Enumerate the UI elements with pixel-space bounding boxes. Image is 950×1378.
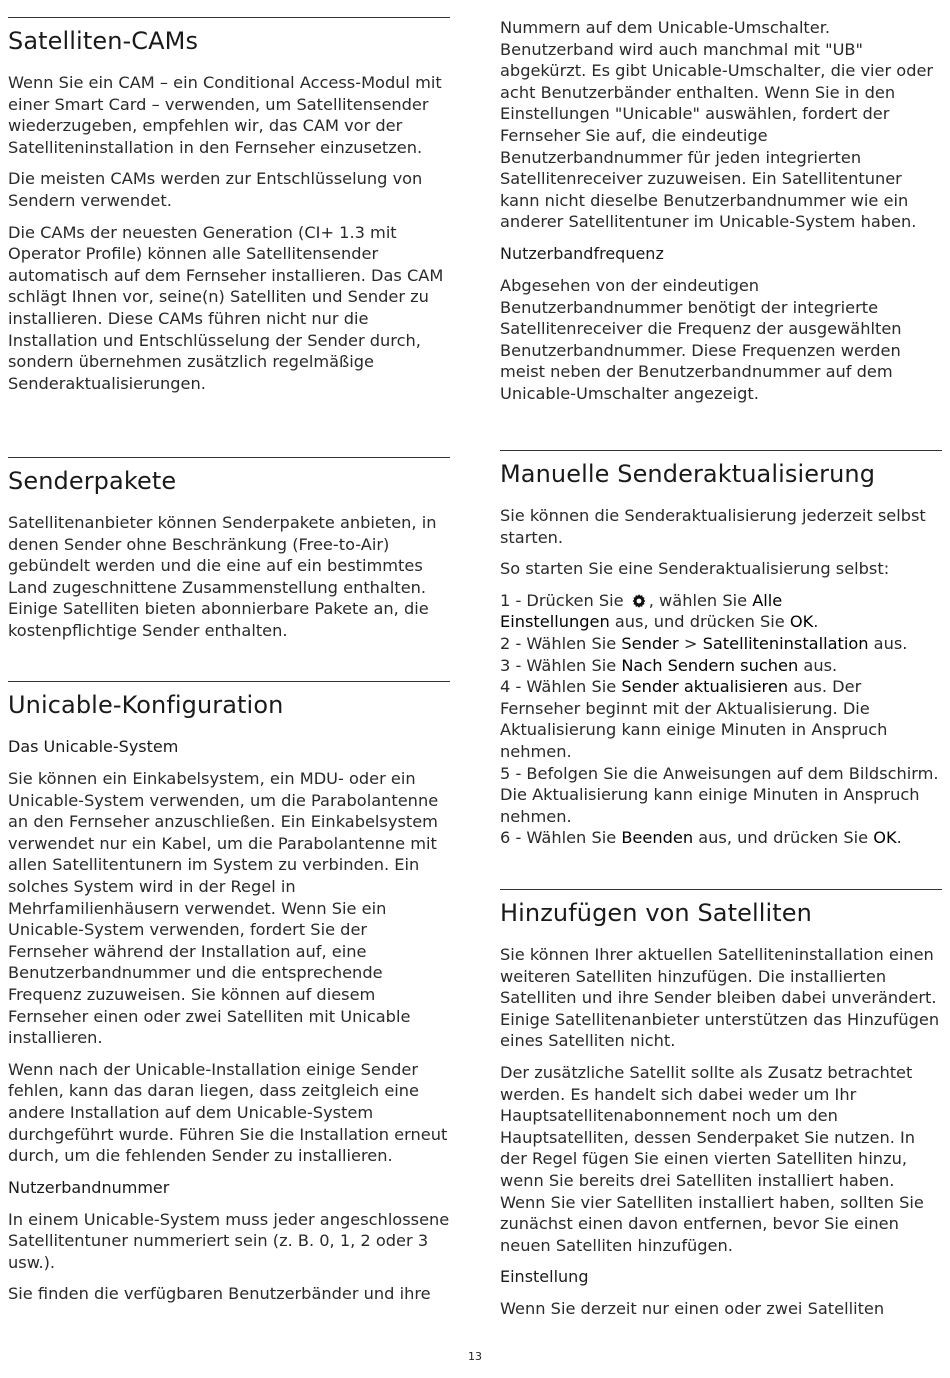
step-5: 5 - Befolgen Sie die Anweisungen auf dem Bildschirm. Die Aktualisierung kann einige Minuten in Anspruch nehmen. bbox=[500, 763, 939, 826]
section-title: Satelliten-CAMs bbox=[8, 27, 199, 55]
paragraph: Sie finden die verfügbaren Benutzerbänder und ihre bbox=[8, 1284, 431, 1304]
paragraph: So starten Sie eine Senderaktualisierung selbst: bbox=[500, 559, 890, 579]
ui-label: Beenden bbox=[621, 828, 694, 848]
section-divider bbox=[500, 450, 942, 451]
gear-icon bbox=[631, 593, 647, 609]
section-satelliten-cams bbox=[8, 17, 450, 404]
paragraph: Die CAMs der neuesten Generation (CI+ 1.3 mit Operator Profile) können alle Satellitensender automatisch auf dem Fernseher installieren. Das CAM schlägt Ihnen vor, seine(n) Satelliten und Sender zu installieren. Diese CAMs führen nicht nur die Installation und Entschlüsselung der Sender durch, sondern übernehmen zusätzlich regelmäßige Senderaktualisierungen. bbox=[8, 222, 444, 393]
section-unicable bbox=[8, 681, 450, 1315]
paragraph: Sie können ein Einkabelsystem, ein MDU- oder ein Unicable-System verwenden, um die Parabolantenne an den Fernseher anzuschließen. Ein Einkabelsystem verwendet nur ein Kabel, um die Parabolantenne mit allen Satellitentunern im System zu verbinden. Ein solches System wird in der Regel in Mehrfamilienhäusern verwendet. Wenn Sie ein Unicable-System verwenden, fordert Sie der Fernseher während der Installation auf, eine Benutzerbandnummer und die entsprechende Frequenz zuzuweisen. Sie können auf diesem Fernseher einen oder zwei Satelliten mit Unicable installieren. bbox=[8, 769, 439, 1048]
subsection-title: Nutzerbandnummer bbox=[8, 1177, 170, 1197]
paragraph: Die meisten CAMs werden zur Entschlüsselung von Sendern verwendet. bbox=[8, 169, 423, 210]
section-unicable-continued bbox=[500, 17, 942, 415]
ui-label: OK bbox=[789, 612, 814, 632]
step-1: 1 - Drücken Sie , wählen Sie Alle Einstellungen aus, und drücken Sie OK. bbox=[500, 590, 819, 632]
step-2: 2 - Wählen Sie Sender > Satelliteninstallation aus. bbox=[500, 633, 908, 653]
section-title: Manuelle Senderaktualisierung bbox=[500, 460, 876, 488]
ui-label: Sender aktualisieren bbox=[621, 677, 789, 697]
ui-label: OK bbox=[873, 828, 897, 848]
paragraph: In einem Unicable-System muss jeder angeschlossene Satellitentuner nummeriert sein (z. B. 0, 1, 2 oder 3 usw.). bbox=[8, 1209, 450, 1272]
paragraph: Nummern auf dem Unicable-Umschalter. Benutzerband wird auch manchmal mit "UB" abgekürzt. Es gibt Unicable-Umschalter, die vier oder acht Benutzerbänder enthalten. Wenn Sie in den Einstellungen "Unicable" auswählen, fordert der Fernseher Sie auf, die eindeutige Benutzerbandnummer für jeden integrierten Satellitenreceiver zuzuweisen. Ein Satellitentuner kann nicht dieselbe Benutzerbandnummer wie ein anderer Satellitentuner im Unicable-System haben. bbox=[500, 18, 934, 232]
ui-label: Sender bbox=[621, 633, 679, 653]
subsection-title: Das Unicable-System bbox=[8, 737, 179, 756]
subsection-title: Einstellung bbox=[500, 1267, 589, 1287]
paragraph: Wenn Sie ein CAM – ein Conditional Access-Modul mit einer Smart Card – verwenden, um Satellitensender wiederzugeben, empfehlen wir, das CAM vor der Satelliteninstallation in den Fernseher einzusetzen. bbox=[8, 73, 442, 157]
section-title: Senderpakete bbox=[8, 467, 177, 495]
section-title: Hinzufügen von Satelliten bbox=[500, 899, 812, 927]
paragraph: Der zusätzliche Satellit sollte als Zusatz betrachtet werden. Es handelt sich dabei weder um Ihr Hauptsatellitenabonnement noch um den Hauptsatelliten, dessen Senderpaket Sie nutzen. In der Regel fügen Sie einen vierten Satelliten hinzu, wenn Sie bereits drei Satelliten installiert haben. Wenn Sie vier Satelliten installiert haben, sollten Sie zunächst einen davon entfernen, bevor Sie einen neuen Satelliten hinzufügen. bbox=[500, 1062, 924, 1255]
paragraph: Abgesehen von der eindeutigen Benutzerbandnummer benötigt der integrierte Satellitenreceiver die Frequenz der ausgewählten Benutzerbandnummer. Diese Frequenzen werden meist neben der Benutzerbandnummer auf dem Unicable-Umschalter angezeigt. bbox=[500, 275, 902, 403]
subsection-title: Nutzerbandfrequenz bbox=[500, 243, 664, 263]
ui-label: Satelliteninstallation bbox=[702, 633, 869, 653]
section-divider bbox=[8, 681, 450, 682]
paragraph: Wenn Sie derzeit nur einen oder zwei Satelliten bbox=[500, 1299, 885, 1319]
section-divider bbox=[8, 17, 450, 18]
step-6: 6 - Wählen Sie Beenden aus, und drücken Sie OK. bbox=[500, 828, 902, 848]
paragraph: Sie können die Senderaktualisierung jederzeit selbst starten. bbox=[500, 506, 926, 547]
ui-label: Einstellungen bbox=[500, 612, 610, 632]
section-divider bbox=[500, 889, 942, 890]
step-3: 3 - Wählen Sie Nach Sendern suchen aus. bbox=[500, 655, 838, 675]
section-title: Unicable-Konfiguration bbox=[8, 691, 284, 719]
steps-list bbox=[500, 590, 942, 849]
section-senderpakete bbox=[8, 457, 450, 652]
page-number: 13 bbox=[468, 1350, 482, 1363]
section-hinzufuegen-satelliten bbox=[500, 889, 942, 1330]
ui-label: Alle bbox=[752, 590, 783, 610]
step-4: 4 - Wählen Sie Sender aktualisieren aus. Der Fernseher beginnt mit der Aktualisierung. Die Aktualisierung kann einige Minuten in Anspruch nehmen. bbox=[500, 677, 888, 761]
paragraph: Sie können Ihrer aktuellen Satelliteninstallation einen weiteren Satelliten hinzufügen. Die installierten Satelliten und ihre Sender bleiben dabei unverändert. Einige Satellitenanbieter unterstützen das Hinzufügen eines Satelliten nicht. bbox=[500, 945, 940, 1051]
paragraph: Satellitenanbieter können Senderpakete anbieten, in denen Sender ohne Beschränkung (Free-to-Air) gebündelt werden und die eine auf ein bestimmtes Land zugeschnittene Zusammenstellung enthalten. Einige Satelliten bieten abonnierbare Pakete an, die kostenpflichtige Sender enthalten. bbox=[8, 513, 437, 640]
section-divider bbox=[8, 457, 450, 458]
ui-label: Nach Sendern suchen bbox=[621, 655, 799, 675]
paragraph: Wenn nach der Unicable-Installation einige Sender fehlen, kann das daran liegen, dass zeitgleich eine andere Installation auf dem Unicable-System durchgeführt wurde. Führen Sie die Installation erneut durch, um die fehlenden Sender zu installieren. bbox=[8, 1059, 448, 1166]
section-manuelle-senderaktualisierung bbox=[500, 450, 942, 859]
